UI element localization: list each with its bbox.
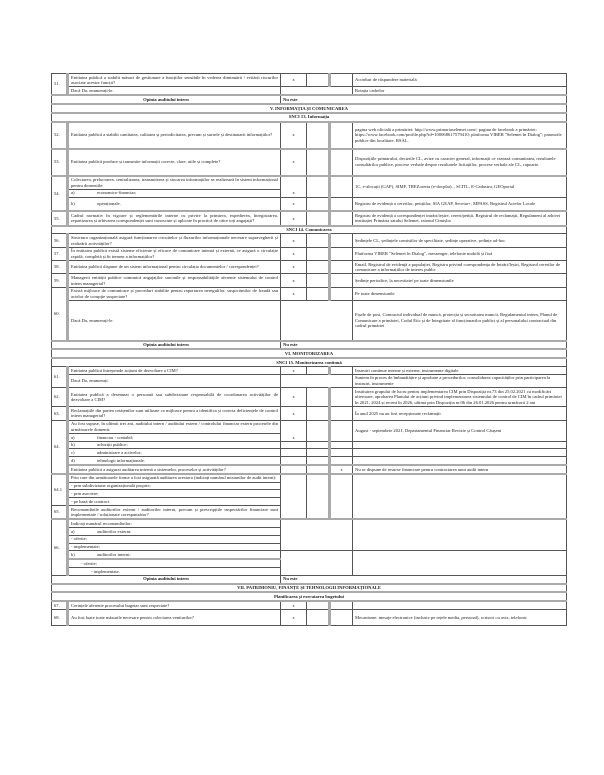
answer-partial [307,601,330,609]
comment [353,474,567,520]
row-number: 59. [52,274,68,287]
sub-item: - prin subdiviziune organizațională proprie; [68,482,281,490]
section-heading: VII. PATRIMONIU, FINANȚE ȘI TEHNOLOGII INFORMAȚIONALE [52,584,567,593]
table-row [52,519,567,527]
table-row [52,176,567,190]
row-number: 66. [52,519,68,575]
section-heading: VI. MONITORIZAREA [52,349,567,358]
answer-partial [307,74,330,87]
comment: Dispozițiile primarului, deciziile CL, avize cu caracter general, informații ce vizează comunitatea, rezultatele consultărilor publice, procese verbale despre rezultatele licitațiilor, procese verbale ale CL, rapoarte. [353,149,567,176]
comment: 1C, e-alocații (GAP), SIMF, TREZoreria (e-docplat), , SCITL, E-Cadastru, GEOportal [353,176,567,198]
sub-item-label: d) [71,457,75,463]
answer-no [330,367,353,375]
answer-cells [281,374,353,387]
self-assessment-table [51,73,567,626]
comment [353,601,567,609]
row-number: 65. [52,505,68,519]
table-row [52,149,567,176]
answer-partial [307,234,330,247]
table-row [52,374,567,387]
question: Cadrul normativ în vigoare și reglementările interne cu privire la primirea, expedierea, înregistrarea, repartizarea și arhivarea corespondenței sunt cunoscute și aplicate în practică de către toți angajații? [68,211,281,225]
table-row [52,301,567,341]
row-number: 61. [52,367,68,388]
sub-item: - pe bază de contract. [68,498,281,506]
answer-yes: x [281,261,307,274]
comment [353,551,567,575]
answer-yes: x [281,149,307,176]
question: Dacă Da, enumerați-le. [68,87,281,95]
comment: Registru de evidență a corespondenței intrări/ieșire, cereri/petiții, Registrul de reclamații, Regulament al arhivei instituției Primăria satului Selemet, raionul Cimișlia [353,211,567,225]
answer-partial [307,247,330,260]
question: Reclamațiile din partea cetățenilor sunt utilizate ca mijloace pentru a identifica și corecta deficiențele de control intern managerial? [68,407,281,420]
answer-cells [281,551,353,575]
row-number: 68. [52,609,68,625]
answer-partial [307,420,330,441]
question: Entitatea publică întreprinde acțiuni de dezvoltare a CIM? [68,367,281,375]
question: Structura organizațională asigură funcționarea circuitelor și fluxurilor informaționale necesare supravegherii și realizării activităților? [68,234,281,247]
sub-item-label: a) [71,190,75,196]
question: Recomandările auditorilor externi / auditorilor interni, precum și prescripțiile inspectărilor financiare sunt implementate / soluționate corespunzător? [68,505,281,519]
answer-partial [307,176,330,198]
section-heading: V. INFORMAȚIA ȘI COMUNICAREA [52,104,567,113]
table-row [52,407,567,420]
sub-item [68,457,281,465]
row-number: 63. [52,407,68,420]
table-row [52,441,567,449]
table-row [52,420,567,433]
row-number: 64. [52,420,68,474]
row-number: 62. [52,388,68,407]
table-row [52,601,567,609]
answer-yes: x [281,74,307,87]
answer-partial [307,122,330,149]
comment: Platforma VIBER "Selemet în Dialog", messenger, telefonie mobilă și fixă [353,247,567,260]
row-number: 58. [52,261,68,274]
sub-item-label: a) [71,434,75,440]
table-row [52,388,567,407]
answer-no [330,420,353,441]
answer-yes: x [281,197,307,211]
sub-item-label: a) [71,528,75,534]
question: Dacă Da, enumerați. [68,374,281,387]
answer-cells [281,301,353,341]
table-row [52,474,567,482]
answer-no [330,388,353,407]
sub-item-text: tehnologii informaționale. [97,457,145,463]
answer-partial [307,287,330,300]
answer-yes [281,474,307,520]
sub-item [68,449,281,457]
sub-item: - implementate. [68,568,281,576]
answer-yes: x [281,274,307,287]
answer-yes: x [281,287,307,300]
question: Entitatea publică a stabilit măsuri de gestionare a funcțiilor sensibile în vederea diminuării / evitării riscurilor asociate acestor funcții? [68,74,281,87]
answer-cells [281,519,353,551]
sub-item [68,197,281,211]
answer-partial [307,465,330,474]
question: Prin care din următoarele forme a fost asigurată auditarea acestora (indicați numărul misiunilor de audit intern): [68,474,281,482]
answer-partial [307,261,330,274]
opinion-value: Nu este [281,95,567,104]
answer-no [330,287,353,300]
question: Dacă Da, enumerați-le. [68,301,281,341]
subsection-heading: SNCI 14. Comunicarea [52,226,567,234]
sub-item-text: financiar - contabil; [97,434,134,440]
table-row [52,449,567,457]
question: Entitatea publică dispune de un sistem informațional pentru circulația documentelor / corespondenței? [68,261,281,274]
question: Există mijloace de comunicare și proceduri stabilite pentru raportarea neregulilor, suspiciunilor de fraudă sau actelor de corupție suspectate? [68,287,281,300]
comment: Rotația cadrelor [353,87,567,95]
answer-no [330,274,353,287]
answer-partial [307,211,330,225]
answer-partial [307,474,330,520]
comment: Ședințele CL, ședințele comisiilor de specilitate, ședințe operative, ședințe ad-hoc [353,234,567,247]
answer-cells [281,87,353,95]
sub-item-label: b) [71,201,75,207]
answer-yes: x [281,609,307,625]
sub-item-label: b) [71,552,75,558]
sub-item-label: b) [71,442,75,448]
answer-partial [307,367,330,375]
question: Cerințele aferente procesului bugetar sunt respectate? [68,601,281,609]
answer-no [330,197,353,211]
sub-item-text: achiziții publice; [97,442,128,448]
question: Au fost supuse, în ultimii trei ani, auditului intern / auditului extern / controlului financiar extern procesele din următoarele domenii: [68,420,281,433]
table-row [52,465,567,474]
comment: Instituirea grupului de lucru pentru implementarea CIM prin Dispoziția nr.73 din 25.02.2021 cu modificări ulterioare, aprobarea Planului de acțiuni privind implementarea sistemului de control de CIM în cadrul primăriei în 2021, 2024 și recent în 2026, ultima prin Dispoziția nr.06 din 26.01.2026 pentru următorii 2 ani [353,388,567,407]
sub-item-text: administrare a activelor; [97,450,142,456]
sub-item: - implementate; [68,543,281,551]
comment: Fișele de post, Contractul individual de muncă, protecția și securitatea muncii, Regulamentul intern, Planul de Comunicare a primăriei, Codul Etic și de Integritate al funcționarilor publici și al personalului contractual din cadrul primăriei [353,301,567,341]
sub-item [68,441,281,449]
sub-item [68,528,281,536]
comment: În anul 2025 nu au fost recepționate reclamații [353,407,567,420]
answer-partial [307,274,330,287]
sub-item [68,433,281,441]
answer-no [330,609,353,625]
row-number: 60. [52,287,68,340]
table-row [52,287,567,300]
table-row [52,551,567,559]
table-row [52,247,567,260]
table-row [52,274,567,287]
opinion-label: Opinia auditului intern [52,341,281,350]
subsection-heading: SNCI 15. Monitorizarea continuă [52,358,567,366]
comment: Email, Registrul de evidență a populației, Registru privind corespondența de Intrări/Ieșiri, Registrul cererilor de comunicare a informațiilor de interes public [353,261,567,274]
comment: Acorduri de răspundere materială [353,74,567,87]
answer-no [330,234,353,247]
answer-yes [281,465,307,474]
answer-yes: x [281,407,307,420]
comment: Nu se dispune de resurse financiare pentru contractarea unui audit intern [353,465,567,474]
table-row [52,457,567,465]
table-row [52,74,567,87]
question: Entitatea publică a stabilit cantitatea, calitatea și periodicitatea, precum și sursele și destinatarii informațiilor? [68,122,281,149]
question: Entitatea publică a desemnat o persoană sau subdiviziune responsabilă de coordonarea activităților de dezvoltare a CIM? [68,388,281,407]
comment: August - septembrie 2021, Departamentul Financiar Revizie și Control Căușeni [353,420,567,441]
answer-yes: x [281,388,307,407]
table-row [52,211,567,225]
answer-yes: x [281,211,307,225]
answer-no [330,407,353,420]
row-number: 51. [52,74,68,96]
answer-no [330,247,353,260]
sub-item: - prin asociere; [68,490,281,498]
question: Managerii entității publice comunică angajaților sarcinile și responsabilitățile aferente sistemului de control intern managerial? [68,274,281,287]
answer-partial [307,407,330,420]
answer-no: x [330,465,353,474]
answer-no [330,74,353,87]
sub-item-text: auditorilor externi: [97,528,132,534]
opinion-label: Opinia auditului intern [52,575,281,583]
answer-no [330,261,353,274]
comment: pagina web oficială a primăriei: http://www.primariaselemet.com/; pagina de facebook a primăriei: https://www.facebook.com/profile.php?id=100068617579410; platforma VIBER "Selemet în Dialog"; panourile publice din localitate, RSAL. [353,122,567,149]
row-number: 67. [52,601,68,609]
sub-item-text: operaționale. [97,201,121,207]
row-number: 52. [52,122,68,149]
sub-item-text: auditorilor interni: [97,552,131,558]
subsection-heading: SNCI 13. Informația [52,113,567,122]
comment: Suntem în proces de îmbunătățire și aprobare a procedurilor, consolidarea capacităților prin participarea la instruiri, instrumente [353,374,567,387]
opinion-label: Opinia auditului intern [52,95,281,104]
sub-item: - oferite; [68,535,281,543]
opinion-row [52,575,567,583]
comment: Mecanisme: mesaje electronice (inclusiv pe rețele media, personal), scrisori cu aviz, telefonic [353,609,567,625]
sub-item: - oferite; [68,559,281,567]
answer-yes: x [281,176,307,198]
row-number: 55. [52,211,68,225]
answer-partial [307,149,330,176]
table-row [52,197,567,211]
opinion-row [52,95,567,104]
sub-item [68,551,281,559]
comment [353,519,567,551]
answer-no [330,122,353,149]
comment: Ședințe periodice, la necesitate/ pe toate dimensiunile [353,274,567,287]
opinion-value: Nu este [281,575,567,583]
row-number: 64.1 [52,474,68,506]
question: Au fost luate toate măsurile necesare pentru colectarea veniturilor? [68,609,281,625]
sub-item-text: economico-financiar; [97,190,137,196]
table-row [52,367,567,375]
comment: Pe toate dimensiunile [353,287,567,300]
row-number: 57. [52,247,68,260]
opinion-value: Nu este [281,341,567,350]
answer-no [330,211,353,225]
answer-yes: x [281,247,307,260]
answer-no [330,176,353,198]
table-row [52,234,567,247]
table-row [52,122,567,149]
answer-partial [307,388,330,407]
answer-partial [307,197,330,211]
row-number: 54. [52,176,68,212]
table-row [52,87,567,95]
answer-partial [307,609,330,625]
opinion-row [52,341,567,350]
answer-yes: x [281,601,307,609]
answer-no [330,601,353,609]
answer-no [330,474,353,520]
comment: Instruiri continue interne și externe, instrumente digitale [353,367,567,375]
answer-yes: x [281,367,307,375]
answer-yes: x [281,234,307,247]
answer-no [330,149,353,176]
sub-item [68,189,281,197]
answer-yes: x [281,122,307,149]
subsection-heading: Planificarea și executarea bugetului [52,592,567,601]
table-row [52,609,567,625]
question: În entitatea publică există sisteme eficiente și eficace de comunicare internă și externă, ce asigură o circulație rapidă, completă și în termen a informațiilor? [68,247,281,260]
comment: Registru de evidență a cererilor, petițiilor, SIA GEAP, Secetar+, MPASS, Registrul Actelor Locale [353,197,567,211]
row-number: 56. [52,234,68,247]
question: Entitatea publică a asigurat auditarea internă a sistemelor, proceselor și activităților? [68,465,281,474]
row-number: 53. [52,149,68,176]
sub-item-label: c) [71,450,75,456]
question: Indicați numărul recomandărilor: [68,519,281,527]
question: Colectarea, prelucrarea, centralizarea, transmiterea și stocarea informațiilor se realizează în sistem informațional pentru domeniile: [68,176,281,190]
table-row [52,261,567,274]
question: Entitatea publică produce și transmite informații corecte, clare, utile și complete? [68,149,281,176]
answer-yes: x [281,420,307,441]
